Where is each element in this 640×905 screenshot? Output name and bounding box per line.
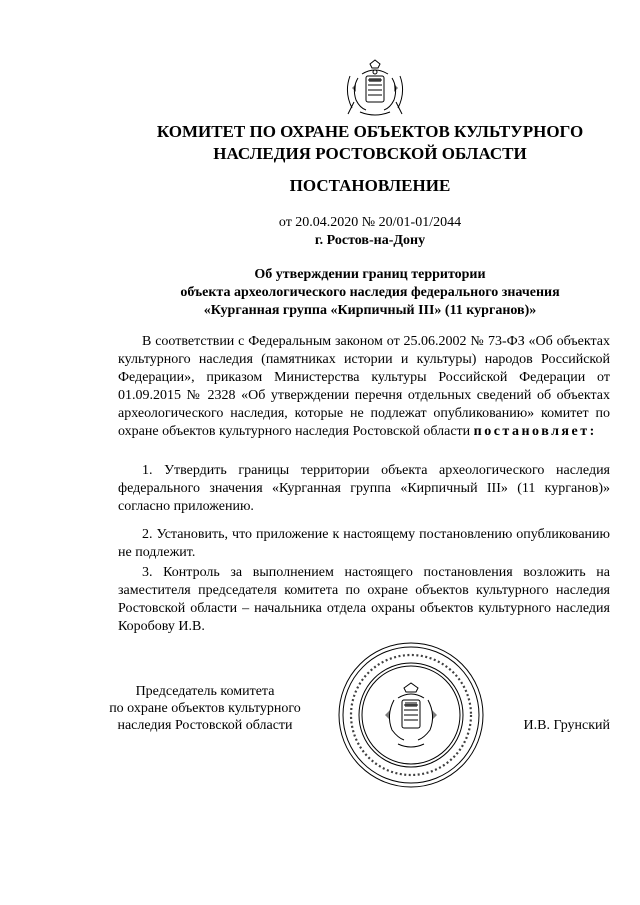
signer-title [80,683,330,734]
document-type: ПОСТАНОВЛЕНИЕ [289,176,451,195]
item-2-paragraph: 2. Установить, что приложение к настоящему постановлению опубликованию не подлежит. [118,527,610,560]
organization-name [130,121,610,165]
decree-word: постановляет: [473,424,597,439]
document-city: г. Ростов-на-Дону [314,233,426,248]
official-seal-icon [336,640,486,790]
signer-title-line-3: наследия Ростовской области [117,718,293,733]
org-line-1: КОМИТЕТ ПО ОХРАНЕ ОБЪЕКТОВ КУЛЬТУРНОГО [156,122,584,141]
subject-line-3: «Курганная группа «Кирпичный III» (11 курганов)» [203,303,537,318]
item-1-paragraph: 1. Утвердить границы территории объекта археологического наследия федерального значения «Курганная группа «Кирпичный III» (11 курганов)» согласно приложению. [118,463,610,514]
subject-line-2: объекта археологического наследия федерального значения [180,285,560,300]
document-subject [130,266,610,320]
signer-name: И.В. Грунский [523,718,610,733]
preamble-paragraph [118,333,610,441]
item-3-paragraph: 3. Контроль за выполнением настоящего постановления возложить на заместителя председателя комитета по охране объектов культурного наследия Ростовской области – начальника отдела охраны объектов культурного наследия Коробову И.В. [118,565,610,634]
subject-line-1: Об утверждении границ территории [254,267,486,282]
preamble-text: В соответствии с Федеральным законом от 25.06.2002 № 73-ФЗ «Об объектах культурного наследия (памятниках истории и культуры) народов Российской Федерации», приказом Министерства культуры Российской Федерации от 01.09.2015 № 2328 «Об утверждении перечня отдельных сведений об объектах археологического наследия, которые не подлежат опубликованию» комитет по охране объектов культурного наследия Ростовской области [118,334,610,439]
coat-of-arms-icon [340,58,410,120]
org-line-2: НАСЛЕДИЯ РОСТОВСКОЙ ОБЛАСТИ [213,144,527,163]
signer-title-line-2: по охране объектов культурного [109,701,301,716]
signer-title-line-1: Председатель комитета [135,684,275,699]
document-date-number: от 20.04.2020 № 20/01-01/2044 [278,215,462,230]
